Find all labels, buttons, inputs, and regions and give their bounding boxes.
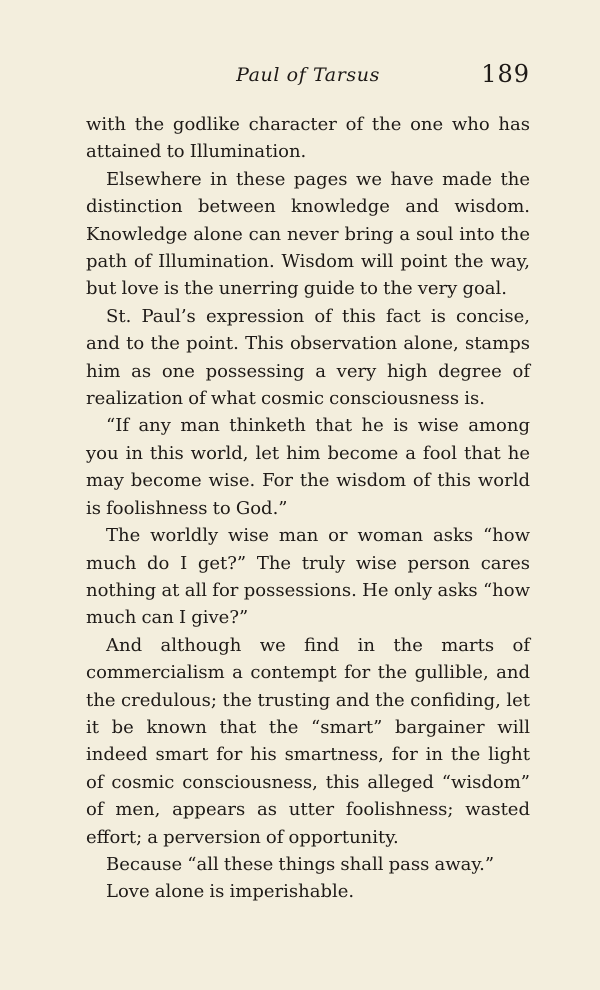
page-number: 189 — [481, 60, 530, 88]
running-title: Paul of Tarsus — [236, 64, 380, 86]
body-text — [86, 111, 530, 906]
paragraph: The worldly wise man or woman asks “how much do I get?” The truly wise person cares nothing at all for possessions. He only asks “how much can I give?” — [86, 525, 530, 629]
paragraph: And although we find in the marts of commercialism a contempt for the gullible, and the credulous; the trusting and the confiding, let it be known that the “smart” bargainer will indeed smart for his smartness, for in the light of cosmic consciousness, this alleged “wisdom” of men, appears as utter foolishness; wasted effort; a perversion of opportunity. — [86, 634, 530, 848]
running-header — [86, 60, 530, 94]
quotation-paragraph: “If any man thinketh that he is wise among you in this world, let him become a fool that he may become wise. For the wisdom of this world is foolishness to God.” — [86, 415, 530, 519]
paragraph: St. Paul’s expression of this fact is concise, and to the point. This observation alone, stamps him as one possessing a very high degree of realization of what cosmic consciousness is. — [86, 305, 530, 410]
paragraph: Elsewhere in these pages we have made the distinction between knowledge and wisdom. Knowledge alone can never bring a soul into the path of Illumination. Wisdom will point the way, but love is the unerring guide to the very goal. — [86, 168, 530, 300]
paragraph: Love alone is imperishable. — [106, 881, 355, 903]
paragraph: with the godlike character of the one who has attained to Illumination. — [86, 114, 530, 163]
paragraph: Because “all these things shall pass away.” — [106, 853, 495, 875]
